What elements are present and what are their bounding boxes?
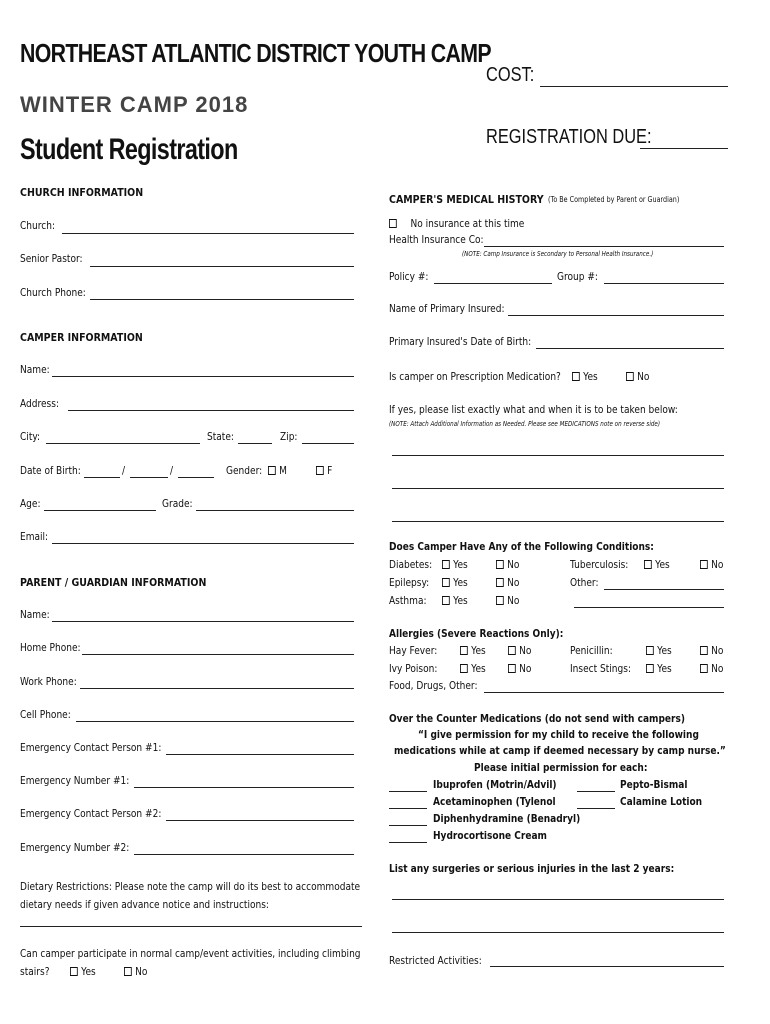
meds-line-1[interactable] <box>392 455 724 456</box>
food-drugs-field[interactable] <box>484 692 724 693</box>
diabetes-label: Diabetes: <box>389 559 433 571</box>
dob-slash-1: / <box>122 465 126 477</box>
surgeries-label: List any surgeries or serious injuries in the last 2 years: <box>389 863 675 875</box>
surgeries-line-1[interactable] <box>392 899 724 900</box>
cost-label: COST: <box>486 64 535 86</box>
church-phone-field[interactable] <box>90 299 354 300</box>
gender-female-option[interactable]: F <box>316 465 332 477</box>
hydrocortisone-label: Hydrocortisone Cream <box>433 830 547 842</box>
email-label: Email: <box>20 531 49 543</box>
primary-insured-dob-field[interactable] <box>536 348 724 349</box>
church-field[interactable] <box>62 233 354 234</box>
parent-name-label: Name: <box>20 609 50 621</box>
primary-insured-dob-label: Primary Insured's Date of Birth: <box>389 336 532 348</box>
age-label: Age: <box>20 498 41 510</box>
insect-stings-no-option[interactable]: No <box>700 663 723 675</box>
home-phone-label: Home Phone: <box>20 642 81 654</box>
dietary-text-1: Dietary Restrictions: Please note the camp will do its best to accommodate <box>20 881 361 893</box>
checkbox-icon[interactable] <box>496 578 504 587</box>
diabetes-yes-option[interactable]: Yes <box>442 559 468 571</box>
emergency-contact-2-label: Emergency Contact Person #2: <box>20 808 162 820</box>
prescription-no-option[interactable]: No <box>626 371 649 383</box>
tuberculosis-no-option[interactable]: No <box>700 559 723 571</box>
activities-no-option[interactable]: No <box>124 966 147 978</box>
grade-label: Grade: <box>162 498 193 510</box>
ivy-poison-label: Ivy Poison: <box>389 663 438 675</box>
policy-field[interactable] <box>434 283 552 284</box>
group-label: Group #: <box>557 271 598 283</box>
acetaminophen-label: Acetaminophen (Tylenol <box>433 796 556 808</box>
emergency-number-1-field[interactable] <box>134 787 354 788</box>
state-label: State: <box>207 431 234 443</box>
medical-section-note: (To Be Completed by Parent or Guardian) <box>548 195 680 204</box>
zip-label: Zip: <box>280 431 298 443</box>
emergency-number-1-label: Emergency Number #1: <box>20 775 130 787</box>
parent-name-field[interactable] <box>52 621 354 622</box>
pepto-label: Pepto-Bismal <box>620 779 688 791</box>
checkbox-icon[interactable] <box>508 646 516 655</box>
checkbox-icon[interactable] <box>460 664 468 673</box>
checkbox-icon[interactable] <box>460 646 468 655</box>
emergency-contact-1-label: Emergency Contact Person #1: <box>20 742 162 754</box>
primary-insured-field[interactable] <box>508 315 724 316</box>
checkbox-icon[interactable] <box>572 372 580 381</box>
checkbox-icon[interactable] <box>389 219 397 228</box>
form-subtitle: WINTER CAMP 2018 <box>20 92 249 117</box>
ivy-poison-no-option[interactable]: No <box>508 663 531 675</box>
asthma-label: Asthma: <box>389 595 427 607</box>
other-condition-field-2[interactable] <box>574 607 724 608</box>
cost-field[interactable] <box>540 86 728 87</box>
parent-section-title: PARENT / GUARDIAN INFORMATION <box>20 576 207 589</box>
ivy-poison-yes-option[interactable]: Yes <box>460 663 486 675</box>
church-label: Church: <box>20 220 56 232</box>
activities-text-2: stairs? <box>20 966 50 978</box>
cell-phone-label: Cell Phone: <box>20 709 71 721</box>
senior-pastor-label: Senior Pastor: <box>20 253 83 265</box>
conditions-title: Does Camper Have Any of the Following Conditions: <box>389 541 654 553</box>
hydrocortisone-initial-field[interactable] <box>389 842 427 843</box>
allergies-title: Allergies (Severe Reactions Only): <box>389 628 564 640</box>
otc-quote-1: “I give permission for my child to receive the following <box>418 729 699 741</box>
epilepsy-no-option[interactable]: No <box>496 577 519 589</box>
camper-name-label: Name: <box>20 364 50 376</box>
checkbox-icon[interactable] <box>316 466 324 475</box>
checkbox-icon[interactable] <box>442 560 450 569</box>
senior-pastor-field[interactable] <box>90 266 354 267</box>
meds-note: (NOTE: Attach Additional Information as Needed. Please see MEDICATIONS note on reverse side) <box>389 420 661 428</box>
checkbox-icon[interactable] <box>700 646 708 655</box>
meds-line-2[interactable] <box>392 488 724 489</box>
checkbox-icon[interactable] <box>644 560 652 569</box>
other-condition-label: Other: <box>570 577 599 589</box>
checkbox-icon[interactable] <box>442 578 450 587</box>
address-field[interactable] <box>68 410 354 411</box>
checkbox-icon[interactable] <box>496 596 504 605</box>
church-section-title: CHURCH INFORMATION <box>20 186 144 199</box>
registration-due-field[interactable] <box>640 148 728 149</box>
checkbox-icon[interactable] <box>268 466 276 475</box>
work-phone-field[interactable] <box>80 688 354 689</box>
hay-fever-label: Hay Fever: <box>389 645 438 657</box>
diphenhydramine-initial-field[interactable] <box>389 825 427 826</box>
dob-slash-2: / <box>170 465 174 477</box>
checkbox-icon[interactable] <box>508 664 516 673</box>
city-label: City: <box>20 431 41 443</box>
other-condition-field[interactable] <box>604 589 724 590</box>
otc-initial-text: Please initial permission for each: <box>474 762 648 774</box>
diabetes-no-option[interactable]: No <box>496 559 519 571</box>
otc-title: Over the Counter Medications (do not send with campers) <box>389 713 686 725</box>
group-field[interactable] <box>604 283 724 284</box>
city-field[interactable] <box>46 443 200 444</box>
epilepsy-label: Epilepsy: <box>389 577 430 589</box>
ibuprofen-initial-field[interactable] <box>389 791 427 792</box>
prescription-question: Is camper on Prescription Medication? <box>389 371 561 383</box>
insect-stings-yes-option[interactable]: Yes <box>646 663 672 675</box>
list-meds-text: If yes, please list exactly what and when it is to be taken below: <box>389 404 678 416</box>
checkbox-icon[interactable] <box>646 646 654 655</box>
insect-stings-label: Insect Stings: <box>570 663 632 675</box>
penicillin-label: Penicillin: <box>570 645 613 657</box>
camper-section-title: CAMPER INFORMATION <box>20 331 143 344</box>
cell-phone-field[interactable] <box>76 721 354 722</box>
calamine-initial-field[interactable] <box>577 808 615 809</box>
surgeries-line-2[interactable] <box>392 932 724 933</box>
emergency-number-2-label: Emergency Number #2: <box>20 842 130 854</box>
grade-field[interactable] <box>196 510 354 511</box>
checkbox-icon[interactable] <box>496 560 504 569</box>
tuberculosis-yes-option[interactable]: Yes <box>644 559 670 571</box>
checkbox-icon[interactable] <box>700 664 708 673</box>
penicillin-yes-option[interactable]: Yes <box>646 645 672 657</box>
asthma-no-option[interactable]: No <box>496 595 519 607</box>
dietary-text-2: dietary needs if given advance notice and instructions: <box>20 899 269 911</box>
checkbox-icon[interactable] <box>124 967 132 976</box>
prescription-yes-option[interactable]: Yes <box>572 371 598 383</box>
form-heading: Student Registration <box>20 133 238 166</box>
dietary-field[interactable] <box>20 926 362 927</box>
activities-yes-option[interactable]: Yes <box>70 966 96 978</box>
policy-label: Policy #: <box>389 271 429 283</box>
tuberculosis-label: Tuberculosis: <box>570 559 629 571</box>
meds-line-3[interactable] <box>392 521 724 522</box>
age-field[interactable] <box>44 510 156 511</box>
zip-field[interactable] <box>302 443 354 444</box>
camper-name-field[interactable] <box>52 376 354 377</box>
address-label: Address: <box>20 398 60 410</box>
church-phone-label: Church Phone: <box>20 287 86 299</box>
checkbox-icon[interactable] <box>442 596 450 605</box>
home-phone-field[interactable] <box>82 654 354 655</box>
insurance-co-label: Health Insurance Co: <box>389 234 484 246</box>
asthma-yes-option[interactable]: Yes <box>442 595 468 607</box>
form-title: NORTHEAST ATLANTIC DISTRICT YOUTH CAMP <box>20 38 491 68</box>
checkbox-icon[interactable] <box>700 560 708 569</box>
hay-fever-no-option[interactable]: No <box>508 645 531 657</box>
emergency-contact-1-field[interactable] <box>166 754 354 755</box>
epilepsy-yes-option[interactable]: Yes <box>442 577 468 589</box>
penicillin-no-option[interactable]: No <box>700 645 723 657</box>
gender-male-option[interactable]: M <box>268 465 287 477</box>
medical-section-title: CAMPER'S MEDICAL HISTORY <box>389 193 544 206</box>
checkbox-icon[interactable] <box>70 967 78 976</box>
pepto-initial-field[interactable] <box>577 791 615 792</box>
gender-label: Gender: <box>226 465 263 477</box>
insurance-co-field[interactable] <box>484 246 724 247</box>
state-field[interactable] <box>238 443 272 444</box>
insurance-note: (NOTE: Camp Insurance is Secondary to Personal Health Insurance.) <box>462 250 654 258</box>
work-phone-label: Work Phone: <box>20 676 77 688</box>
otc-quote-2: medications while at camp if deemed necessary by camp nurse.” <box>394 745 726 757</box>
registration-due-label: REGISTRATION DUE: <box>486 126 652 148</box>
restricted-activities-field[interactable] <box>490 966 724 967</box>
dob-month-field[interactable] <box>84 477 120 478</box>
acetaminophen-initial-field[interactable] <box>389 808 427 809</box>
dob-day-field[interactable] <box>130 477 168 478</box>
primary-insured-label: Name of Primary Insured: <box>389 303 505 315</box>
ibuprofen-label: Ibuprofen (Motrin/Advil) <box>433 779 557 791</box>
restricted-activities-label: Restricted Activities: <box>389 955 482 967</box>
calamine-label: Calamine Lotion <box>620 796 703 808</box>
hay-fever-yes-option[interactable]: Yes <box>460 645 486 657</box>
dob-year-field[interactable] <box>178 477 214 478</box>
emergency-number-2-field[interactable] <box>134 854 354 855</box>
food-drugs-label: Food, Drugs, Other: <box>389 680 478 692</box>
email-field[interactable] <box>52 543 354 544</box>
checkbox-icon[interactable] <box>646 664 654 673</box>
checkbox-icon[interactable] <box>626 372 634 381</box>
diphenhydramine-label: Diphenhydramine (Benadryl) <box>433 813 581 825</box>
emergency-contact-2-field[interactable] <box>166 820 354 821</box>
activities-text-1: Can camper participate in normal camp/event activities, including climbing <box>20 948 361 960</box>
dob-label: Date of Birth: <box>20 465 81 477</box>
no-insurance-option[interactable]: No insurance at this time <box>389 218 524 230</box>
